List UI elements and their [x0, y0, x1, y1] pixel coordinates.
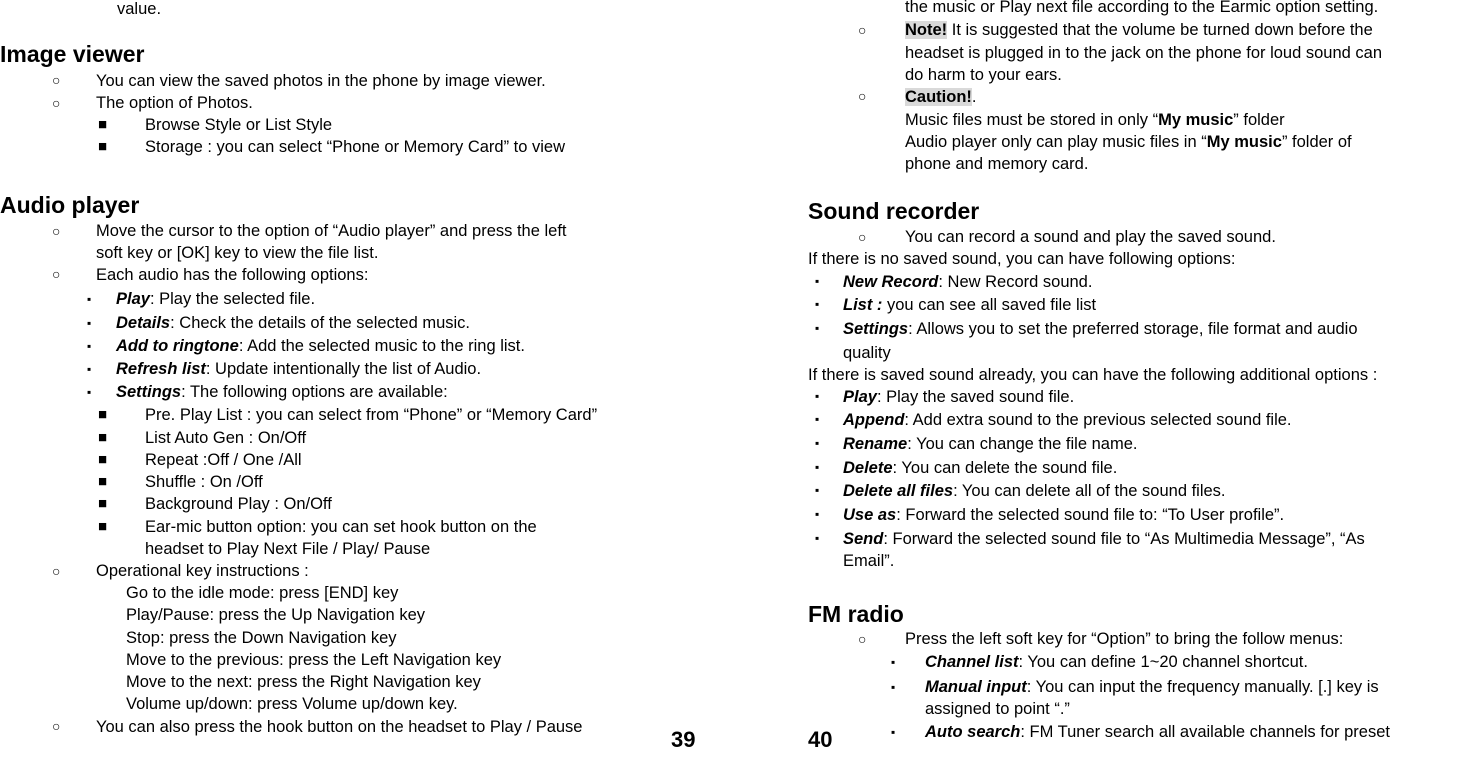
list-item: You can view the saved photos in the phone by image viewer.: [96, 72, 546, 90]
option-item: Play: Play the selected file.: [116, 290, 316, 308]
key-line: Go to the idle mode: press [END] key: [126, 584, 399, 602]
key-line: Stop: press the Down Navigation key: [126, 629, 397, 647]
square-bullet-icon: ■: [98, 116, 108, 133]
option-item: Add to ringtone: Add the selected music to the ring list.: [116, 337, 525, 355]
option-item: Delete: You can delete the sound file.: [843, 459, 1118, 477]
list-item: Move the cursor to the option of “Audio player” and press the left: [96, 222, 567, 240]
small-square-bullet-icon: ▪: [87, 385, 92, 399]
option-item: Append: Add extra sound to the previous selected sound file.: [843, 411, 1292, 429]
option-continuation: Email”.: [843, 552, 895, 570]
hollow-circle-bullet-icon: ○: [858, 229, 867, 245]
hollow-circle-bullet-icon: ○: [858, 22, 867, 38]
settings-item: Background Play : On/Off: [145, 495, 332, 513]
list-item: The option of Photos.: [96, 94, 253, 112]
option-item: Manual input: You can input the frequency manually. [.] key is: [925, 678, 1379, 696]
hollow-circle-bullet-icon: ○: [52, 718, 61, 734]
option-item: Details: Check the details of the selected music.: [116, 314, 471, 332]
option-item: Send: Forward the selected sound file to “As Multimedia Message”, “As: [843, 530, 1365, 548]
small-square-bullet-icon: ▪: [815, 483, 820, 497]
note-label: Note!: [905, 21, 948, 39]
paragraph: If there is saved sound already, you can have the following additional options :: [808, 366, 1378, 384]
small-square-bullet-icon: ▪: [815, 507, 820, 521]
key-line: Play/Pause: press the Up Navigation key: [126, 606, 425, 624]
page-number: 40: [808, 727, 833, 752]
small-square-bullet-icon: ▪: [87, 339, 92, 353]
option-item: Use as: Forward the selected sound file to: “To User profile”.: [843, 506, 1285, 524]
list-item: Each audio has the following options:: [96, 266, 369, 284]
hollow-circle-bullet-icon: ○: [52, 72, 61, 88]
option-item: Settings: Allows you to set the preferred storage, file format and audio: [843, 320, 1358, 338]
small-square-bullet-icon: ▪: [87, 316, 92, 330]
option-continuation: quality: [843, 344, 891, 362]
small-square-bullet-icon: ▪: [815, 531, 820, 545]
settings-item: Ear-mic button option: you can set hook button on the: [145, 518, 537, 536]
hollow-circle-bullet-icon: ○: [52, 563, 61, 579]
image-viewer-heading: Image viewer: [0, 41, 145, 67]
note-line: Note! It is suggested that the volume be turned down before the: [905, 21, 1373, 39]
option-item: Settings: The following options are available:: [116, 383, 448, 401]
key-line: Volume up/down: press Volume up/down key.: [126, 695, 458, 713]
small-square-bullet-icon: ▪: [87, 362, 92, 376]
page-number: 39: [671, 727, 696, 752]
key-line: Move to the previous: press the Left Navigation key: [126, 651, 502, 669]
list-item: You can also press the hook button on the headset to Play / Pause: [96, 718, 583, 736]
continuation-line: the music or Play next file according to the Earmic option setting.: [905, 0, 1379, 16]
hollow-circle-bullet-icon: ○: [52, 266, 61, 282]
option-item: Channel list: You can define 1~20 channel shortcut.: [925, 653, 1308, 671]
fm-radio-heading: FM radio: [808, 601, 904, 627]
caution-line: Audio player only can play music files in “My music” folder of: [905, 133, 1352, 151]
settings-item: Repeat :Off / One /All: [145, 451, 302, 469]
top-fragment: value.: [117, 0, 162, 18]
small-square-bullet-icon: ▪: [815, 436, 820, 450]
small-square-bullet-icon: ▪: [815, 274, 820, 288]
option-item: Play: Play the saved sound file.: [843, 388, 1075, 406]
square-bullet-icon: ■: [98, 138, 108, 155]
small-square-bullet-icon: ▪: [891, 725, 896, 739]
hollow-circle-bullet-icon: ○: [52, 223, 61, 239]
settings-item: Shuffle : On /Off: [145, 473, 263, 491]
caution-line: Caution!.: [905, 88, 977, 106]
small-square-bullet-icon: ▪: [87, 292, 92, 306]
small-square-bullet-icon: ▪: [891, 680, 896, 694]
option-item: Auto search: FM Tuner search all available channels for preset: [925, 723, 1390, 741]
hollow-circle-bullet-icon: ○: [52, 95, 61, 111]
small-square-bullet-icon: ▪: [815, 412, 820, 426]
square-bullet-icon: ■: [98, 473, 108, 490]
note-line: do harm to your ears.: [905, 66, 1062, 84]
option-continuation: assigned to point “.”: [925, 700, 1070, 718]
caution-label: Caution!: [905, 88, 972, 106]
caution-line: phone and memory card.: [905, 155, 1089, 173]
square-bullet-icon: ■: [98, 406, 108, 423]
option-item: New Record: New Record sound.: [843, 273, 1093, 291]
square-bullet-icon: ■: [98, 518, 108, 535]
small-square-bullet-icon: ▪: [815, 460, 820, 474]
list-item: Press the left soft key for “Option” to bring the follow menus:: [905, 630, 1344, 648]
list-item: You can record a sound and play the saved sound.: [905, 228, 1276, 246]
list-item: Browse Style or List Style: [145, 116, 333, 134]
audio-player-heading: Audio player: [0, 192, 140, 218]
small-square-bullet-icon: ▪: [815, 389, 820, 403]
option-item: Delete all files: You can delete all of the sound files.: [843, 482, 1226, 500]
settings-item: List Auto Gen : On/Off: [145, 429, 307, 447]
list-item-continuation: soft key or [OK] key to view the file list.: [96, 244, 379, 262]
list-item: Storage : you can select “Phone or Memory Card” to view: [145, 138, 566, 156]
paragraph: If there is no saved sound, you can have following options:: [808, 250, 1236, 268]
sound-recorder-heading: Sound recorder: [808, 198, 980, 224]
settings-item: Pre. Play List : you can select from “Phone” or “Memory Card”: [145, 406, 598, 424]
option-item: List : you can see all saved file list: [843, 296, 1097, 314]
option-item: Rename: You can change the file name.: [843, 435, 1138, 453]
hollow-circle-bullet-icon: ○: [858, 88, 867, 104]
square-bullet-icon: ■: [98, 451, 108, 468]
small-square-bullet-icon: ▪: [815, 297, 820, 311]
caution-line: Music files must be stored in only “My music” folder: [905, 111, 1285, 129]
hollow-circle-bullet-icon: ○: [858, 631, 867, 647]
key-line: Move to the next: press the Right Navigation key: [126, 673, 481, 691]
square-bullet-icon: ■: [98, 429, 108, 446]
settings-item-continuation: headset to Play Next File / Play/ Pause: [145, 540, 431, 558]
square-bullet-icon: ■: [98, 495, 108, 512]
small-square-bullet-icon: ▪: [815, 321, 820, 335]
note-line: headset is plugged in to the jack on the phone for loud sound can: [905, 44, 1383, 62]
option-item: Refresh list: Update intentionally the list of Audio.: [116, 360, 482, 378]
small-square-bullet-icon: ▪: [891, 655, 896, 669]
list-item: Operational key instructions :: [96, 562, 309, 580]
